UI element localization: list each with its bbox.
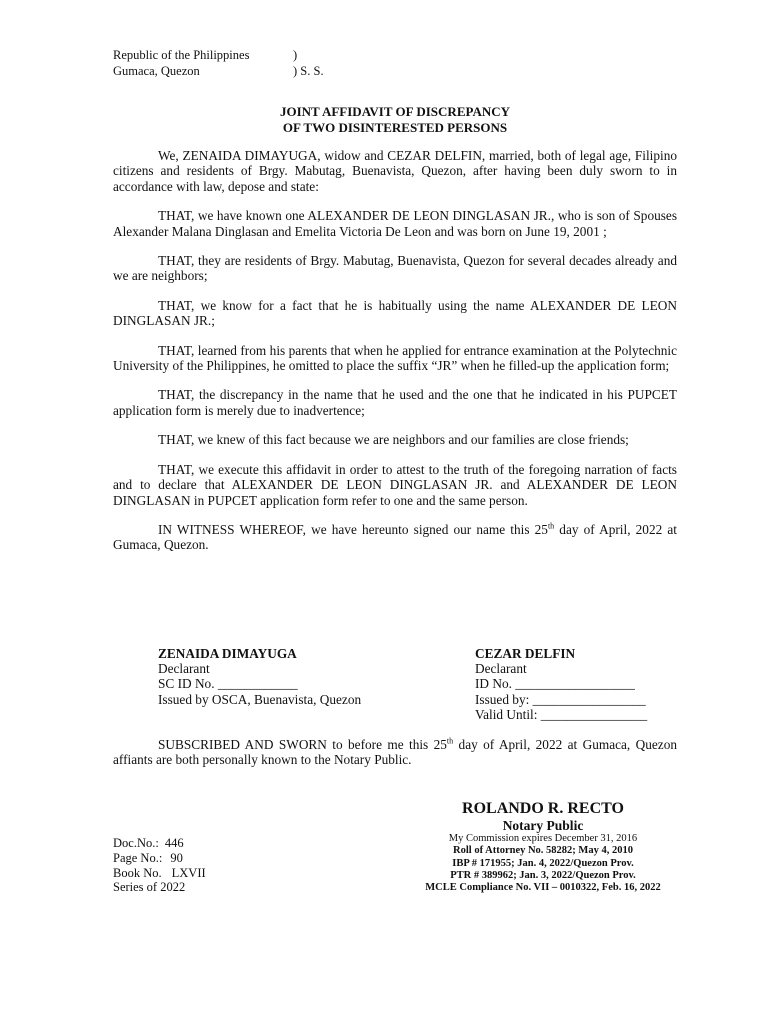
notary-name: ROLANDO R. RECTO: [462, 800, 624, 817]
document-title: [0, 104, 768, 135]
venue-city: Gumaca, Quezon: [113, 63, 200, 78]
signatory-left-id: SC ID No. ____________: [158, 676, 298, 692]
signatory-left-role: Declarant: [158, 661, 210, 677]
paragraph-residents: THAT, they are residents of Brgy. Mabutag, Buenavista, Quezon for several decades already and we are neighbors;: [113, 253, 677, 284]
jurat: [113, 737, 677, 768]
signatory-left-name: ZENAIDA DIMAYUGA: [158, 646, 297, 661]
title-line-2: OF TWO DISINTERESTED PERSONS: [282, 119, 508, 135]
notary-roll: Roll of Attorney No. 58282; May 4, 2010: [453, 845, 633, 857]
page-number-value: 90: [170, 850, 183, 865]
notary-ibp: IBP # 171955; Jan. 4, 2022/Quezon Prov.: [452, 857, 634, 869]
jurat-text-before: SUBSCRIBED AND SWORN to before me this 25: [158, 737, 447, 752]
venue-row-city: [113, 63, 324, 80]
signatory-right-issued: Issued by: _________________: [475, 691, 646, 707]
witness-text-before: IN WITNESS WHEREOF, we have hereunto signed our name this 25: [158, 521, 548, 537]
notary-title: Notary Public: [502, 818, 584, 833]
doc-number-row: [113, 836, 206, 851]
signatory-right-valid: Valid Until: ________________: [475, 706, 648, 722]
series-row: Series of 2022: [113, 880, 186, 895]
page-number-label: Page No.:: [113, 850, 163, 865]
venue-block: [113, 48, 324, 79]
paragraph-inadvertence: THAT, the discrepancy in the name that he used and the one that he indicated in his PUPCET application form is merely due to inadvertence;: [113, 387, 677, 418]
signatory-right-id: ID No. __________________: [475, 676, 635, 692]
witness-text-after: day of April, 2022 at Gumaca, Quezon.: [113, 521, 677, 553]
affidavit-body: [113, 148, 677, 567]
venue-bracket-1: ): [293, 48, 298, 62]
signatory-left: [158, 646, 361, 707]
signatory-right-role: Declarant: [475, 661, 527, 677]
notary-block: [358, 800, 728, 894]
jurat-text: [113, 737, 677, 768]
paragraph-attest: THAT, we execute this affidavit in order to attest to the truth of the foregoing narration of facts and to declare that ALEXANDER DE LEON DINGLASAN JR. and ALEXANDER DE LEON DINGLASAN in PUPCET application form refer to one and the same person.: [113, 461, 677, 508]
paragraph-omitted-suffix: THAT, learned from his parents that when he applied for entrance examination at the Polytechnic University of the Philippines, he omitted to place the suffix “JR” when he filled-up the application form;: [113, 342, 677, 374]
page-number-row: [113, 851, 206, 866]
notary-ptr: PTR # 389962; Jan. 3, 2022/Quezon Prov.: [450, 869, 636, 881]
witness-superscript: th: [547, 521, 555, 531]
paragraph-witness: [113, 522, 677, 553]
signatory-left-issued: Issued by OSCA, Buenavista, Quezon: [158, 691, 362, 707]
signatory-right: [475, 646, 647, 722]
book-number-value: LXVII: [171, 865, 206, 880]
venue-country: Republic of the Philippines: [113, 48, 250, 62]
venue-bracket-ss: ) S. S.: [293, 63, 324, 78]
jurat-superscript: th: [446, 736, 454, 746]
doc-number-label: Doc.No.:: [113, 836, 159, 850]
signatory-right-name: CEZAR DELFIN: [475, 646, 576, 661]
jurat-text-after: day of April, 2022 at Gumaca, Quezon affiants are both personally known to the Notary Public.: [113, 737, 678, 768]
document-registry: [113, 836, 206, 895]
notary-mcle: MCLE Compliance No. VII – 0010322, Feb. 16, 2022: [425, 882, 661, 894]
paragraph-intro: We, ZENAIDA DIMAYUGA, widow and CEZAR DELFIN, married, both of legal age, Filipino citizens and residents of Brgy. Mabutag, Buenavista, Quezon, after having been duly sworn to in accordance with law, depose and state:: [113, 148, 677, 194]
paragraph-habitual-name: THAT, we know for a fact that he is habitually using the name ALEXANDER DE LEON DINGLASAN JR.;: [113, 297, 677, 329]
paragraph-neighbors: THAT, we knew of this fact because we are neighbors and our families are close friends;: [158, 432, 629, 448]
venue-row-country: [113, 48, 298, 64]
notary-commission: My Commission expires December 31, 2016: [448, 833, 638, 844]
title-line-1: JOINT AFFIDAVIT OF DISCREPANCY: [279, 104, 511, 119]
book-number-label: Book No.: [113, 865, 162, 880]
book-number-row: [113, 866, 206, 881]
doc-number-value: 446: [164, 836, 184, 850]
paragraph-known: THAT, we have known one ALEXANDER DE LEON DINGLASAN JR., who is son of Spouses Alexander Malana Dinglasan and Emelita Victoria De Leon and was born on June 19, 2001 ;: [113, 208, 677, 239]
